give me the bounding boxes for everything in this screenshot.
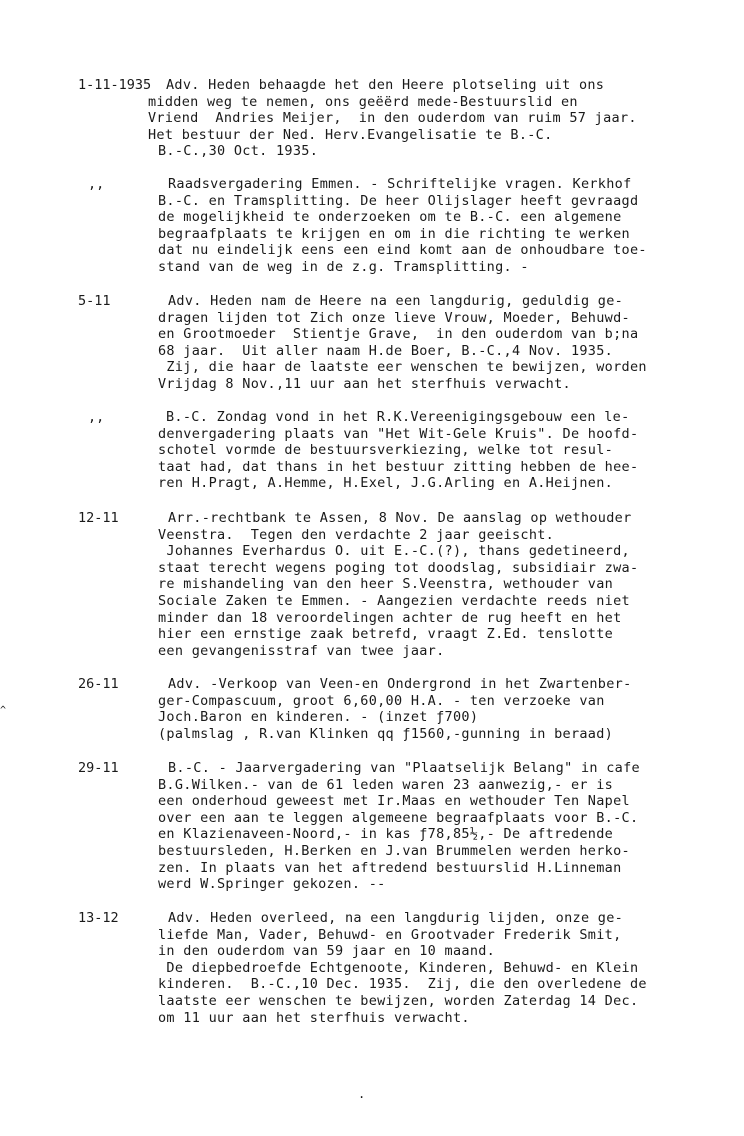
entry-8 <box>78 910 730 1028</box>
entry-line: Het bestuur der Ned. Herv.Evangelisatie te B.-C. <box>148 126 553 143</box>
entry-line: en Klazienaveen-Noord,- in kas ƒ78,85½,- De aftredende <box>158 826 614 843</box>
entry-line: ren H.Pragt, A.Hemme, H.Exel, J.G.Arling en A.Heijnen. <box>158 475 614 492</box>
entry-line: Johannes Everhardus O. uit E.-C.(?), thans gedetineerd, <box>158 543 630 560</box>
entry-line: Sociale Zaken te Emmen. - Aangezien verdachte reeds niet <box>158 593 630 609</box>
entry-date: 1-11-1935 <box>78 77 152 93</box>
entry-date: 29-11 <box>78 760 119 776</box>
entry-line: B.-C. Zondag vond in het R.K.Vereenigingsgebouw een le- <box>166 409 630 425</box>
entry-line: B.-C. - Jaarvergadering van "Plaatselijk Belang" in cafe <box>168 760 640 776</box>
entry-date: ,, <box>88 176 105 192</box>
entry-line: in den ouderdom van 59 jaar en 10 maand. <box>158 943 496 960</box>
entry-4 <box>78 409 730 493</box>
entry-line: Adv. Heden overleed, na een langdurig lijden, onze ge- <box>168 910 624 926</box>
entry-line: B.-C.,30 Oct. 1935. <box>158 143 319 160</box>
entry-line: Adv. Heden nam de Heere na een langdurig, geduldig ge- <box>168 293 624 309</box>
entry-1 <box>78 77 730 161</box>
entry-date: 5-11 <box>78 293 111 309</box>
entry-2 <box>78 176 730 276</box>
entry-line: dragen lijden tot Zich onze lieve Vrouw, Moeder, Behuwd- <box>158 309 630 326</box>
entry-line: dat nu eindelijk eens een eind komt aan de onhoudbare toe- <box>158 242 647 259</box>
entry-3 <box>78 293 730 393</box>
entry-line: de mogelijkheid te onderzoeken om te B.-C. een algemene <box>158 209 622 226</box>
entry-line: bestuursleden, H.Berken en J.van Brummelen werden herko- <box>158 843 630 859</box>
entry-line: zen. In plaats van het aftredend bestuurslid H.Linneman <box>158 859 622 876</box>
entry-line: begraafplaats te krijgen en om in die richting te werken <box>158 225 630 242</box>
entry-line: schotel vormde de bestuursverkiezing, welke tot resul- <box>158 442 614 459</box>
entry-line: 68 jaar. Uit aller naam H.de Boer, B.-C.,4 Nov. 1935. <box>158 342 614 359</box>
entry-line: Adv. -Verkoop van Veen-en Ondergrond in het Zwartenber- <box>168 676 632 692</box>
entry-line: Raadsvergadering Emmen. - Schriftelijke vragen. Kerkhof <box>168 176 632 192</box>
entry-line: B.G.Wilken.- van de 61 leden waren 23 aanwezig,- er is <box>158 776 614 793</box>
entry-line: (palmslag , R.van Klinken qq ƒ1560,-gunning in beraad) <box>158 725 614 742</box>
entry-line: werd W.Springer gekozen. -- <box>158 876 386 893</box>
entry-line: De diepbedroefde Echtgenoote, Kinderen, Behuwd- en Klein <box>158 959 639 976</box>
entry-line: re mishandeling van den heer S.Veenstra, wethouder van <box>158 576 614 593</box>
entry-line: Arr.-rechtbank te Assen, 8 Nov. De aanslag op wethouder <box>168 510 632 526</box>
entry-line: Vriend Andries Meijer, in den ouderdom van ruim 57 jaar. <box>148 110 637 127</box>
entry-line: staat terecht wegens poging tot doodslag, subsidiair zwa- <box>158 559 639 576</box>
entry-5 <box>78 510 730 660</box>
entry-line: denvergadering plaats van "Het Wit-Gele Kruis". De hoofd- <box>158 425 639 442</box>
entry-line: liefde Man, Vader, Behuwd- en Grootvader Frederik Smit, <box>158 926 622 943</box>
entry-line: over een aan te leggen algemeene begraafplaats voor B.-C. <box>158 809 639 826</box>
entry-line: om 11 uur aan het sterfhuis verwacht. <box>158 1009 470 1026</box>
entry-line: B.-C. en Tramsplitting. De heer Olijslager heeft gevraagd <box>158 192 639 209</box>
entry-line: Zij, die haar de laatste eer wenschen te bewijzen, worden <box>158 359 647 376</box>
entry-line: stand van de weg in de z.g. Tramsplitting. - <box>158 259 529 275</box>
entry-line: en Grootmoeder Stientje Grave, in den ouderdom van b;na <box>158 326 639 343</box>
entry-date: 13-12 <box>78 910 119 926</box>
entry-date: 12-11 <box>78 510 119 526</box>
entry-line: midden weg te nemen, ons geëërd mede-Bestuurslid en <box>148 93 578 110</box>
entry-line: laatste eer wenschen te bewijzen, worden Zaterdag 14 Dec. <box>158 993 639 1009</box>
scan-mark-left: ^ <box>0 705 7 716</box>
entry-6 <box>78 676 730 744</box>
entry-line: een onderhoud geweest met Ir.Maas en wethouder Ten Napel <box>158 793 630 810</box>
entry-line: taat had, dat thans in het bestuur zitting hebben de hee- <box>158 458 639 475</box>
entry-line: Veenstra. Tegen den verdachte 2 jaar geeischt. <box>158 526 555 543</box>
scan-dot-bottom: . <box>358 1087 366 1101</box>
entry-date: ,, <box>88 409 105 425</box>
entry-line: hier een ernstige zaak betrefd, vraagt Z.Ed. tenslotte <box>158 626 614 643</box>
entry-7 <box>78 760 730 894</box>
entry-line: kinderen. B.-C.,10 Dec. 1935. Zij, die den overledene de <box>158 976 647 993</box>
entry-line: minder dan 18 veroordelingen achter de rug heeft en het <box>158 609 622 626</box>
entry-line: ger-Compascuum, groot 6,60,00 H.A. - ten verzoeke van <box>158 692 605 709</box>
entry-line: Vrijdag 8 Nov.,11 uur aan het sterfhuis verwacht. <box>158 376 571 392</box>
entry-line: een gevangenisstraf van twee jaar. <box>158 642 445 659</box>
entry-date: 26-11 <box>78 676 119 692</box>
entry-line: Adv. Heden behaagde het den Heere plotseling uit ons <box>166 77 605 93</box>
entry-line: Joch.Baron en kinderen. - (inzet ƒ700) <box>158 709 479 726</box>
